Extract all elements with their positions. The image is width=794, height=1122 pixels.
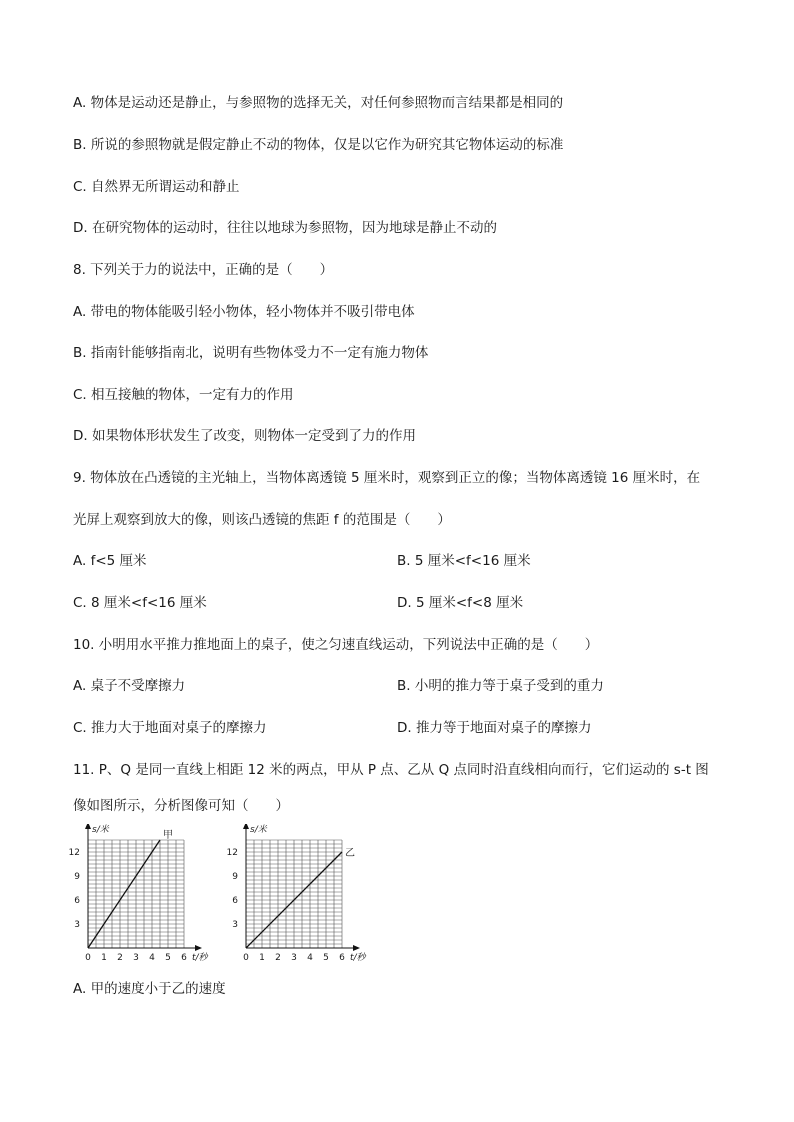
x-tick-label: 6: [181, 953, 187, 963]
x-axis-label: t/秒: [192, 953, 208, 963]
q8-option-a: A. 带电的物体能吸引轻小物体，轻小物体并不吸引带电体: [73, 304, 415, 320]
x-tick-label: 6: [339, 953, 345, 963]
x-tick-label: 0: [85, 953, 91, 963]
q10-option-c: C. 推力大于地面对桌子的摩擦力: [73, 720, 267, 736]
x-axis-arrow: [353, 945, 360, 951]
y-axis-label: s/米: [92, 825, 109, 835]
y-axis-arrow: [85, 824, 91, 829]
y-tick-label: 3: [74, 920, 80, 930]
q8-option-b: B. 指南针能够指南北，说明有些物体受力不一定有施力物体: [73, 345, 429, 361]
series-label: 乙: [345, 848, 355, 859]
q7-option-b: B. 所说的参照物就是假定静止不动的物体，仅是以它作为研究其它物体运动的标准: [73, 137, 564, 153]
q9-stem-line2: 光屏上观察到放大的像，则该凸透镜的焦距 f 的范围是（ ）: [73, 512, 451, 528]
q10-stem: 10. 小明用水平推力推地面上的桌子，使之匀速直线运动，下列说法中正确的是（ ）: [73, 637, 599, 653]
x-tick-label: 3: [291, 953, 297, 963]
x-tick-label: 4: [307, 953, 313, 963]
x-tick-label: 5: [323, 953, 329, 963]
y-tick-label: 9: [74, 872, 80, 882]
q8-option-d: D. 如果物体形状发生了改变，则物体一定受到了力的作用: [73, 428, 416, 444]
x-tick-label: 5: [165, 953, 171, 963]
y-tick-label: 12: [68, 848, 80, 858]
x-tick-label: 2: [117, 953, 123, 963]
y-tick-label: 9: [232, 872, 238, 882]
q10-option-a: A. 桌子不受摩擦力: [73, 678, 186, 694]
series-label: 甲: [163, 830, 173, 841]
q7-option-a: A. 物体是运动还是静止，与参照物的选择无关，对任何参照物而言结果都是相同的: [73, 95, 564, 111]
x-tick-label: 2: [275, 953, 281, 963]
q7-option-d: D. 在研究物体的运动时，往往以地球为参照物，因为地球是静止不动的: [73, 220, 497, 236]
q11-option-a: A. 甲的速度小于乙的速度: [73, 981, 226, 997]
q11-stem-line1: 11. P、Q 是同一直线上相距 12 米的两点，甲从 P 点、乙从 Q 点同时沿直线相向而行，它们运动的 s-t 图: [73, 762, 709, 778]
q7-option-c: C. 自然界无所谓运动和静止: [73, 179, 240, 195]
q9-option-b: B. 5 厘米<f<16 厘米: [397, 553, 531, 569]
y-tick-label: 12: [226, 848, 238, 858]
q11-stem-line2: 像如图所示，分析图像可知（ ）: [73, 798, 289, 814]
y-axis-arrow: [243, 824, 249, 829]
x-tick-label: 0: [243, 953, 249, 963]
x-tick-label: 3: [133, 953, 139, 963]
q9-stem-line1: 9. 物体放在凸透镜的主光轴上，当物体离透镜 5 厘米时，观察到正立的像；当物体离透镜 16 厘米时，在: [73, 470, 701, 486]
y-axis-label: s/米: [250, 825, 267, 835]
x-tick-label: 1: [259, 953, 265, 963]
x-axis-label: t/秒: [350, 953, 366, 963]
y-tick-label: 6: [74, 896, 80, 906]
q8-option-c: C. 相互接触的物体，一定有力的作用: [73, 387, 294, 403]
y-tick-label: 3: [232, 920, 238, 930]
q10-option-d: D. 推力等于地面对桌子的摩擦力: [397, 720, 592, 736]
q9-option-c: C. 8 厘米<f<16 厘米: [73, 595, 207, 611]
y-tick-label: 6: [232, 896, 238, 906]
q9-option-a: A. f<5 厘米: [73, 553, 147, 569]
x-tick-label: 4: [149, 953, 155, 963]
q8-stem: 8. 下列关于力的说法中，正确的是（ ）: [73, 262, 334, 278]
x-tick-label: 1: [101, 953, 107, 963]
q9-option-d: D. 5 厘米<f<8 厘米: [397, 595, 524, 611]
x-axis-arrow: [195, 945, 202, 951]
q10-option-b: B. 小明的推力等于桌子受到的重力: [397, 678, 604, 694]
s-t-chart-jia: [66, 824, 216, 972]
s-t-chart-yi: [224, 824, 374, 972]
